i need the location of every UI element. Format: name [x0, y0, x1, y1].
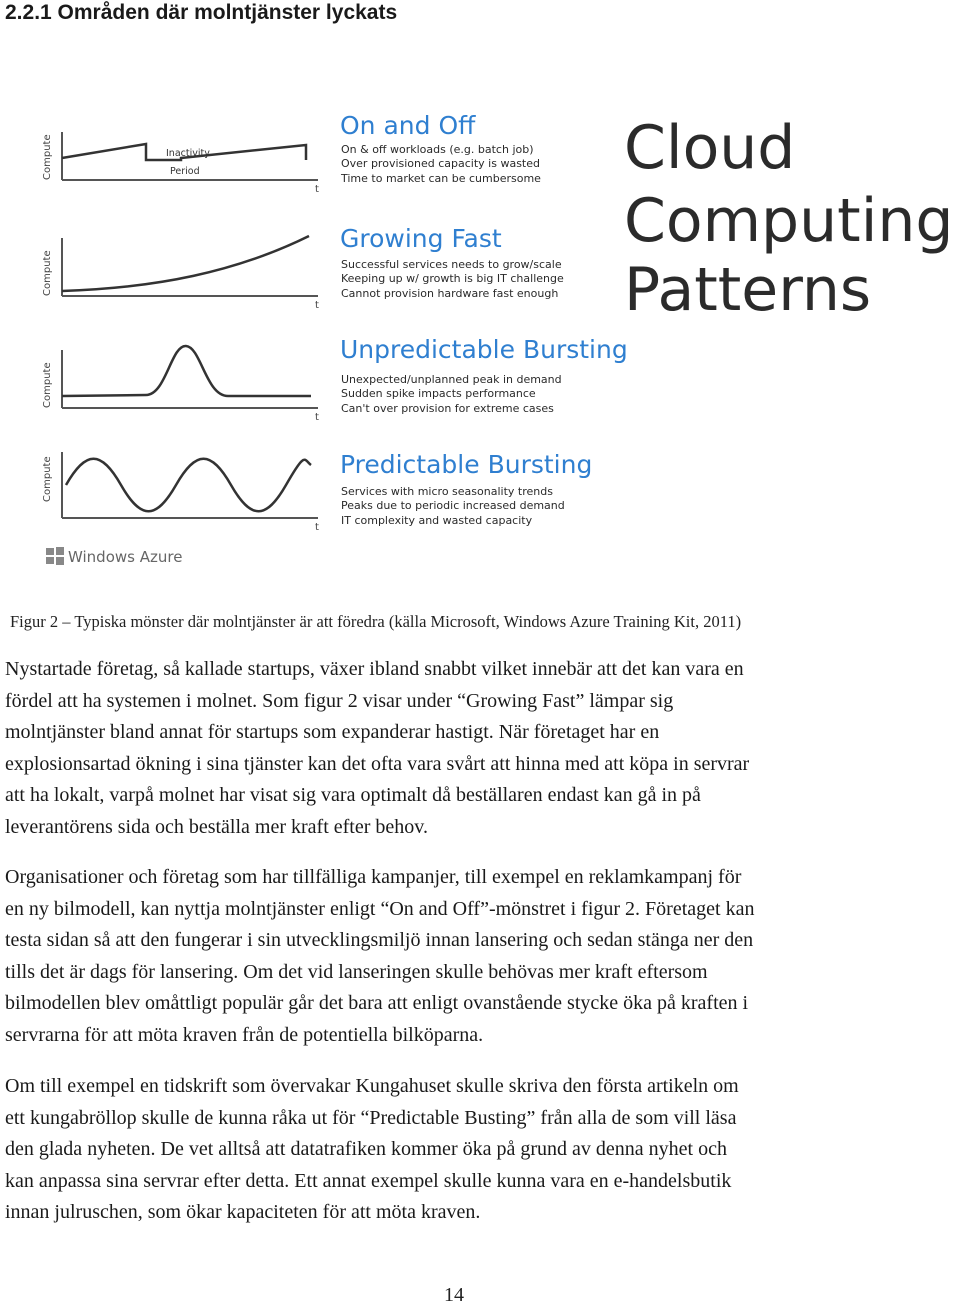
panel-title: Predictable Bursting [340, 450, 593, 479]
text-line: en ny bilmodell, kan nyttja molntjänster enligt “On and Off”-mönstret i figur 2. Företaget kan [5, 897, 755, 920]
text-line: kan anpassa sina servrar efter detta. Ett annat exempel skulle kunna vara en e-handelsbutik [5, 1169, 732, 1192]
text-line: leverantörens sida och beställa mer kraft efter behov. [5, 815, 428, 838]
text-line: Nystartade företag, så kallade startups, växer ibland snabbt vilket innebär att det kan vara en [5, 658, 744, 680]
panel-line: Keeping up w/ growth is big IT challenge [341, 272, 564, 285]
panel-line: Over provisioned capacity is wasted [341, 157, 540, 170]
annotation-period: Period [170, 166, 200, 177]
text-line: att ha lokalt, varpå molnet har visat sig vara optimalt då beställaren endast kan gå in på [5, 784, 701, 807]
panel-line: Time to market can be cumbersome [341, 172, 541, 185]
page-number: 14 [444, 1284, 464, 1306]
text-line: fördel att ha systemen i molnet. Som figur 2 visar under “Growing Fast” lämpar sig [5, 689, 674, 712]
axis-x-label: t [315, 184, 319, 195]
paragraph-3 [5, 1071, 925, 1229]
panel-line: Can't over provision for extreme cases [341, 402, 554, 415]
text-line: testa sidan så att den fungerar i sin utvecklingsmiljö innan lansering och sedan stänga ner den [5, 929, 754, 952]
panel-title: Growing Fast [340, 224, 502, 253]
text-line: innan julruschen, som ökar kapaciteten för att möta kraven. [5, 1201, 481, 1224]
text-line: Organisationer och företag som har tillfälliga kampanjer, till exempel en reklamkampanj för [5, 866, 742, 888]
panel-line: Unexpected/unplanned peak in demand [341, 373, 562, 386]
panel-title: On and Off [340, 111, 476, 140]
annotation-inactivity: Inactivity [166, 148, 210, 159]
panel-line: IT complexity and wasted capacity [341, 514, 533, 527]
text-line: den glada nyheten. De vet alltså att datatrafiken kommer öka på grund av denna nyhet och [5, 1138, 727, 1161]
panel-line: Cannot provision hardware fast enough [341, 287, 559, 300]
text-line: Om till exempel en tidskrift som övervakar Kungahuset skulle skriva den första artikeln om [5, 1075, 739, 1097]
text-line: explosionsartad ökning i sina tjänster kan det ofta vara svårt att hinna med att köpa in servrar [5, 752, 750, 775]
paragraph-2 [5, 862, 925, 1052]
panel-line: Successful services needs to grow/scale [341, 258, 562, 271]
big-title-line: Computing [624, 186, 954, 256]
text-line: molntjänster bland annat för startups som expanderar hastigt. När företaget har en [5, 721, 660, 744]
logo-text: Windows Azure [68, 548, 183, 566]
axis-x-label: t [315, 522, 319, 533]
text-line: bilmodellen blev omåttligt populär går det bara att enligt ovanstående stycke öka på kraften i [5, 992, 749, 1015]
text-line: servrarna för att möta kraven från de potentiella bilköparna. [5, 1023, 484, 1046]
axis-y-label: Compute [42, 456, 53, 502]
section-heading: 2.2.1 Områden där molntjänster lyckats [5, 1, 398, 24]
panel-line: Peaks due to periodic increased demand [341, 499, 565, 512]
panel-line: Services with micro seasonality trends [341, 485, 553, 498]
axis-x-label: t [315, 412, 319, 423]
text-line: tills det är dags för lansering. Om det vid lanseringen skulle behövas mer kraft eftersom [5, 960, 708, 983]
panel-line: Sudden spike impacts performance [341, 387, 536, 400]
cloud-patterns-figure [6, 40, 956, 588]
axis-y-label: Compute [42, 134, 53, 180]
axis-x-label: t [315, 300, 319, 311]
axis-y-label: Compute [42, 362, 53, 408]
panel-title: Unpredictable Bursting [340, 335, 628, 364]
paragraph-1 [5, 654, 925, 844]
axis-y-label: Compute [42, 250, 53, 296]
big-title-line: Patterns [624, 255, 872, 325]
panel-line: On & off workloads (e.g. batch job) [341, 143, 534, 156]
figure-caption: Figur 2 – Typiska mönster där molntjänster är att föredra (källa Microsoft, Windows Azure Training Kit, 2011) [10, 612, 742, 631]
text-line: ett kungabröllop skulle de kunna råka ut för “Predictable Busting” från alla de som vill läsa [5, 1106, 737, 1129]
big-title-line: Cloud [624, 113, 796, 183]
